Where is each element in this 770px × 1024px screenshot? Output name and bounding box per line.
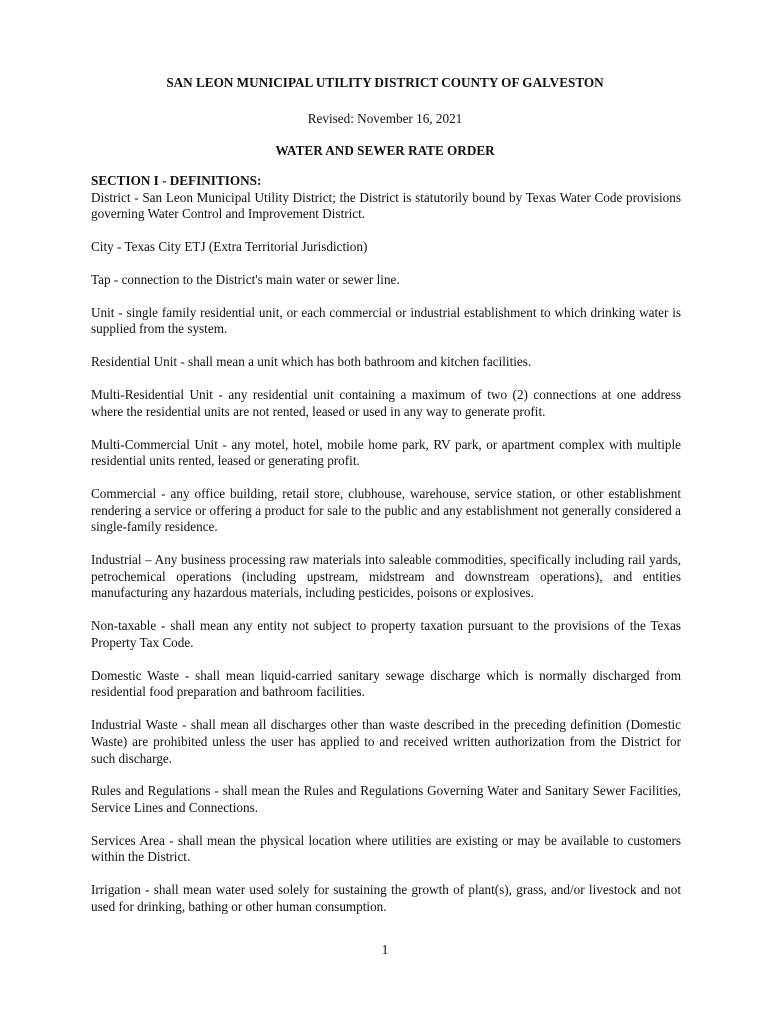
section-heading: SECTION I - DEFINITIONS: xyxy=(91,173,262,188)
definition-district: District - San Leon Municipal Utility District; the District is statutorily bound by Texas Water Code provisions governing Water Control and Improvement District. xyxy=(91,189,681,222)
definition-services-area: Services Area - shall mean the physical location where utilities are existing or may be available to customers within the District. xyxy=(91,832,681,865)
definition-industrial-waste: Industrial Waste - shall mean all discharges other than waste described in the preceding definition (Domestic Waste) are prohibited unless the user has applied to and received written authorization from the District for such discharge. xyxy=(91,717,681,766)
definition-unit: Unit - single family residential unit, or each commercial or industrial establishment to which drinking water is supplied from the system. xyxy=(91,304,681,337)
definition-multi-residential-unit: Multi-Residential Unit - any residential unit containing a maximum of two (2) connections at one address where the residential units are not rented, leased or used in any way to generate profit. xyxy=(91,387,681,419)
definition-non-taxable: Non-taxable - shall mean any entity not subject to property taxation pursuant to the provisions of the Texas Property Tax Code. xyxy=(91,618,681,650)
revised-date: Revised: November 16, 2021 xyxy=(307,111,463,126)
document-title: SAN LEON MUNICIPAL UTILITY DISTRICT COUNTY OF GALVESTON xyxy=(166,75,604,90)
order-title: WATER AND SEWER RATE ORDER xyxy=(275,143,495,158)
definition-city: City - Texas City ETJ (Extra Territorial Jurisdiction) xyxy=(91,239,368,255)
definition-tap: Tap - connection to the District's main water or sewer line. xyxy=(91,271,400,287)
definition-industrial: Industrial – Any business processing raw materials into saleable commodities, specifically including rail yards, petrochemical operations (including upstream, midstream and downstream operations), and entities manufacturing any hazardous materials, including pesticides, poisons or explosives. xyxy=(91,552,681,601)
definition-multi-commercial-unit: Multi-Commercial Unit - any motel, hotel, mobile home park, RV park, or apartment complex with multiple residential units rented, leased or generating profit. xyxy=(91,436,681,469)
page-number: 1 xyxy=(381,942,389,957)
definitions-section xyxy=(91,173,681,932)
definition-domestic-waste: Domestic Waste - shall mean liquid-carried sanitary sewage discharge which is normally discharged from residential food preparation and bathroom facilities. xyxy=(91,667,681,700)
definition-irrigation: Irrigation - shall mean water used solely for sustaining the growth of plant(s), grass, and/or livestock and not used for drinking, bathing or other human consumption. xyxy=(91,882,681,914)
definition-residential-unit: Residential Unit - shall mean a unit which has both bathroom and kitchen facilities. xyxy=(91,354,532,370)
definition-commercial: Commercial - any office building, retail store, clubhouse, warehouse, service station, or other establishment rendering a service or offering a product for sale to the public and any establishment not generally considered a single-family residence. xyxy=(91,486,681,535)
definition-rules-and-regulations: Rules and Regulations - shall mean the Rules and Regulations Governing Water and Sanitary Sewer Facilities, Service Lines and Connections. xyxy=(91,783,681,815)
